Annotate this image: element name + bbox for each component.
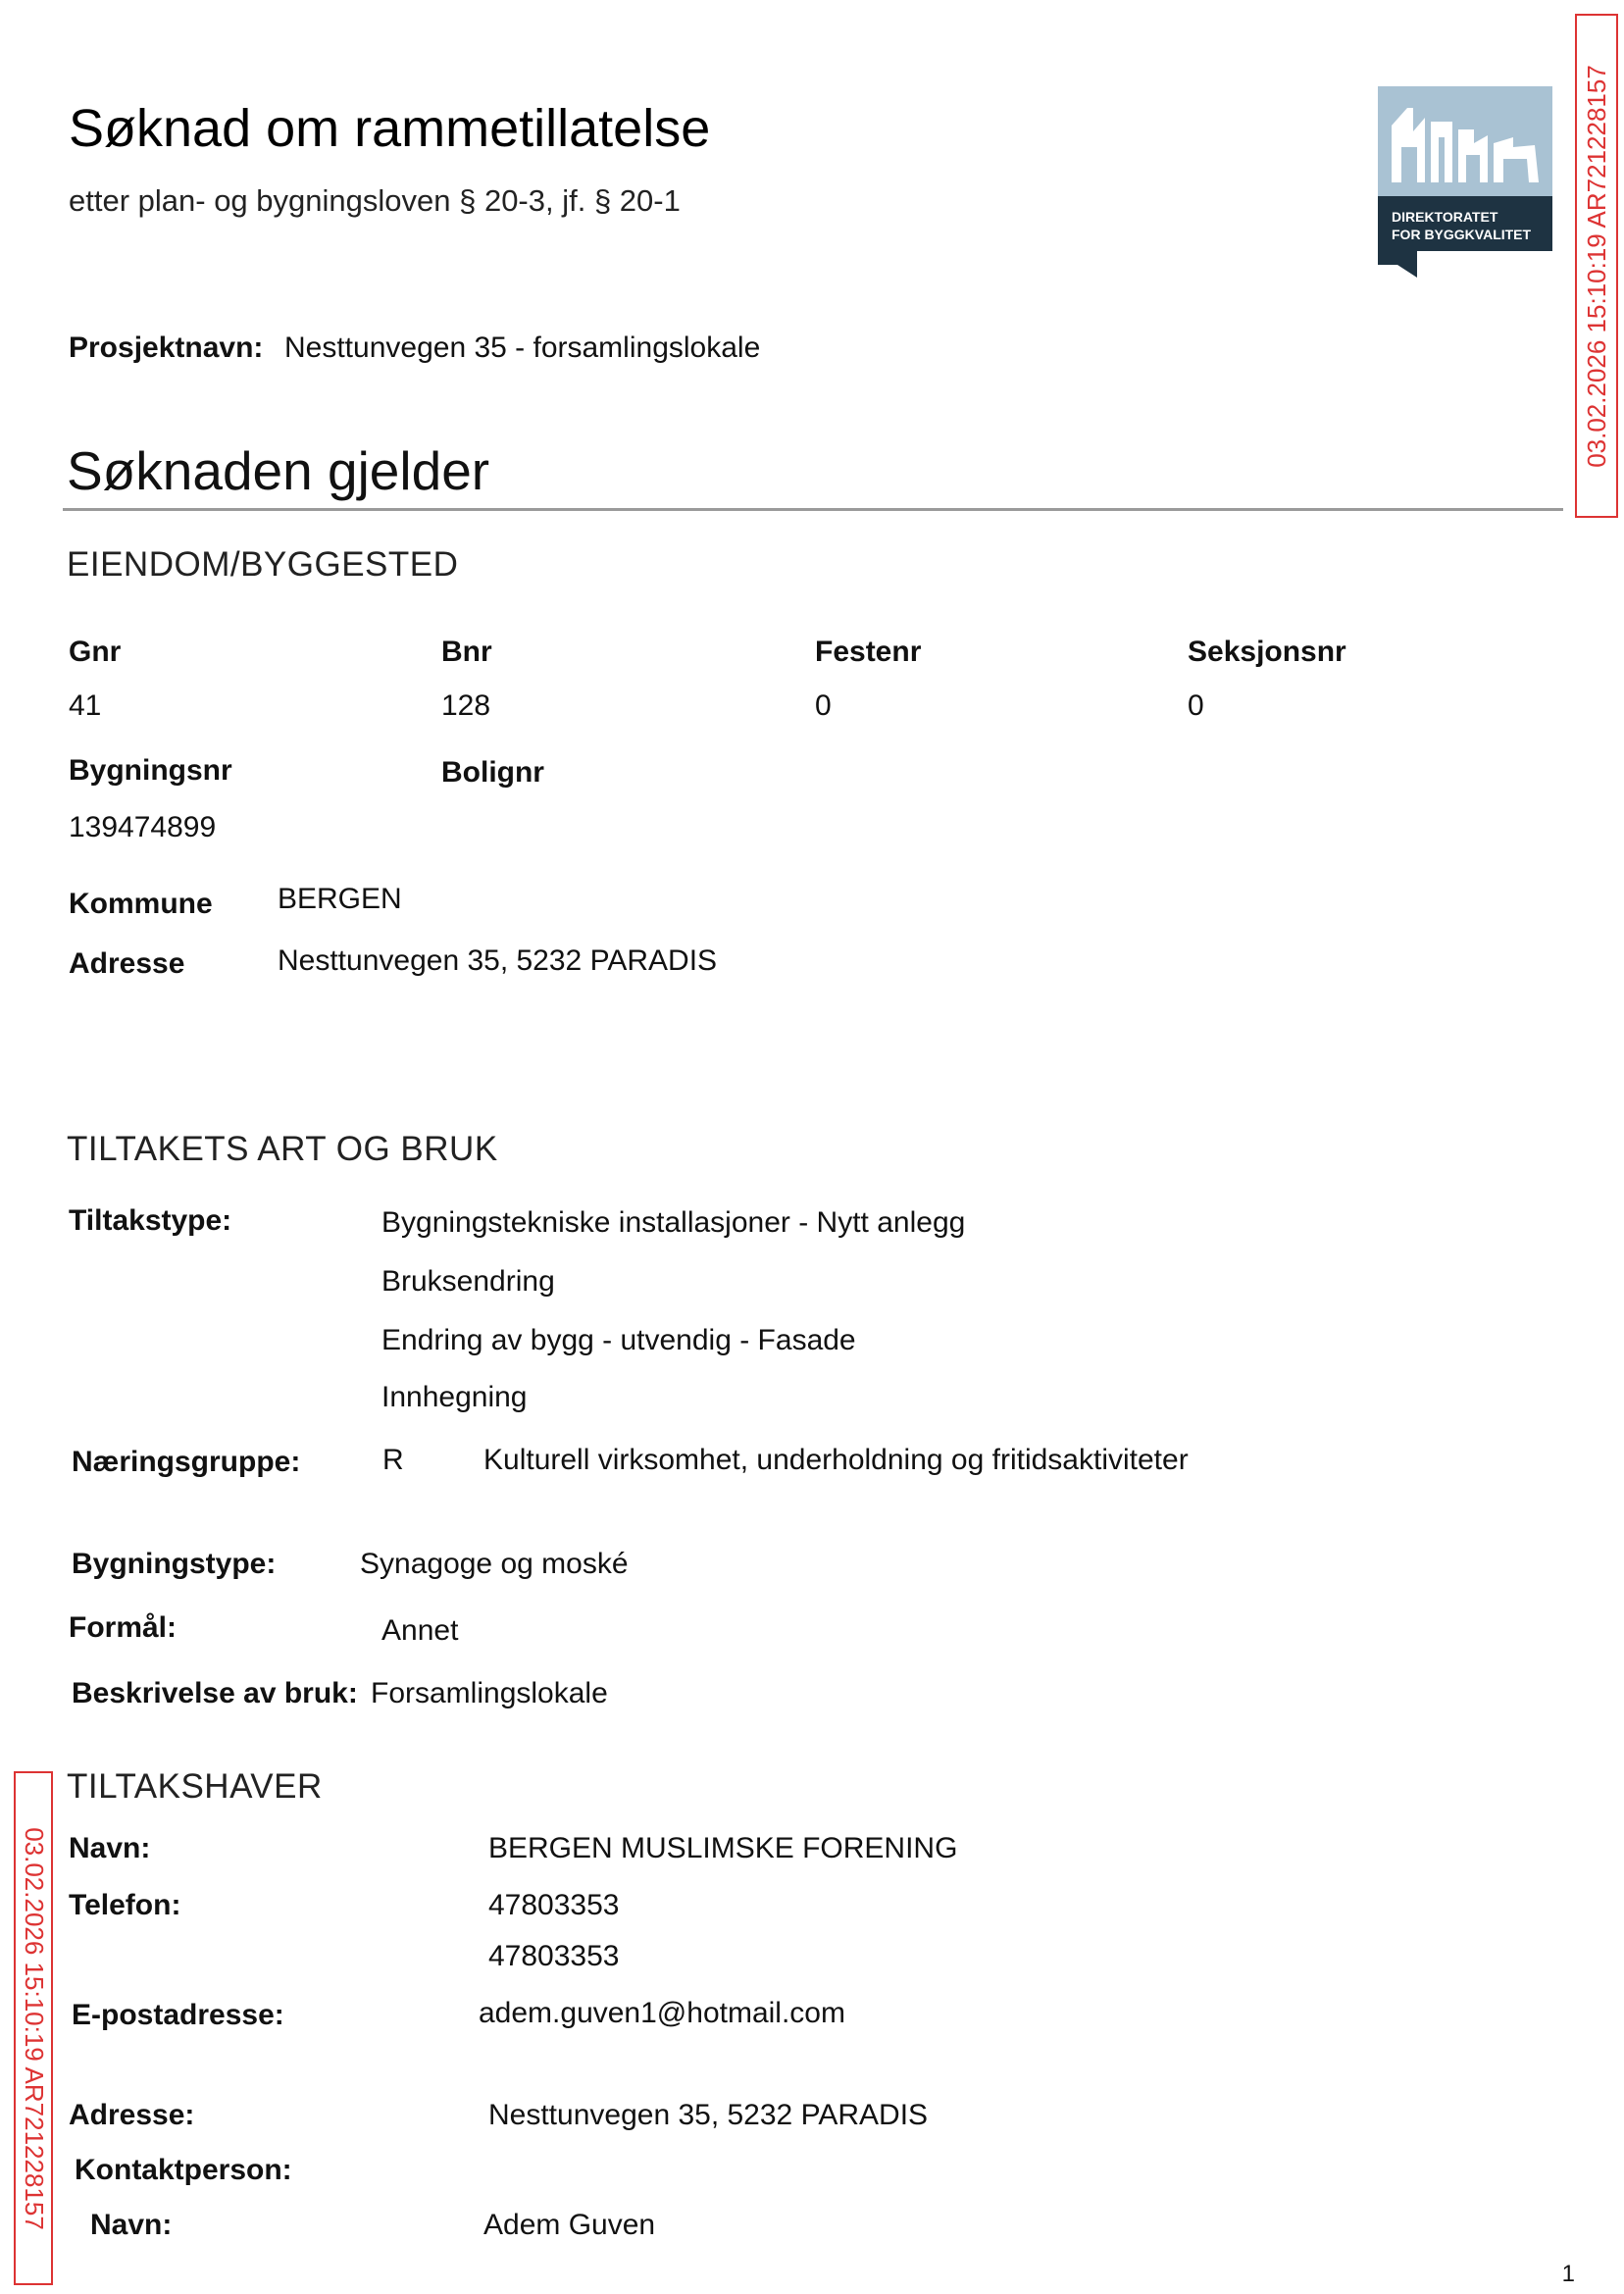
date-stamp-bottom-left: [14, 1771, 53, 2285]
date-stamp-text: 03.02.2026 15:10:19 AR721228157: [1581, 64, 1611, 468]
date-stamp-top-right: [1575, 14, 1618, 518]
naeringsgruppe-code: R: [382, 1444, 404, 1476]
dibk-logo: [1378, 86, 1552, 278]
beskrivelse-label: Beskrivelse av bruk:: [72, 1677, 358, 1709]
bnr-label: Bnr: [441, 636, 492, 668]
logo-text-line2: FOR BYGGKVALITET: [1392, 227, 1532, 242]
bygningsnr-value: 139474899: [69, 811, 217, 843]
bnr-value: 128: [441, 689, 491, 722]
owner-name-label: Navn:: [69, 1832, 151, 1864]
festenr-label: Festenr: [815, 636, 922, 668]
kommune-label: Kommune: [69, 888, 213, 920]
owner-phone-value: 47803353: [488, 1889, 620, 1921]
tiltakstype-label: Tiltakstype:: [69, 1204, 232, 1237]
owner-address-value: Nesttunvegen 35, 5232 PARADIS: [488, 2099, 929, 2131]
contact-person-label: Kontaktperson:: [75, 2154, 292, 2186]
bygningstype-label: Bygningstype:: [72, 1548, 277, 1580]
logo-text-line1: DIREKTORATET: [1392, 209, 1498, 225]
seksjonsnr-label: Seksjonsnr: [1188, 636, 1346, 668]
formal-value: Annet: [381, 1614, 459, 1647]
tiltakstype-item: Bygningstekniske installasjoner - Nytt anlegg: [381, 1206, 966, 1239]
adresse-value: Nesttunvegen 35, 5232 PARADIS: [278, 944, 718, 977]
document-subtitle: etter plan- og bygningsloven § 20-3, jf. § 20-1: [69, 183, 681, 218]
document-title: Søknad om rammetillatelse: [69, 99, 711, 158]
adresse-label: Adresse: [69, 947, 185, 980]
date-stamp-text: 03.02.2026 15:10:19 AR721228157: [19, 1826, 49, 2230]
bygningstype-value: Synagoge og moské: [360, 1548, 629, 1580]
naeringsgruppe-text: Kulturell virksomhet, underholdning og fritidsaktiviteter: [483, 1444, 1189, 1476]
owner-phone-label: Telefon:: [69, 1889, 181, 1921]
owner-address-label: Adresse:: [69, 2099, 195, 2131]
owner-email-label: E-postadresse:: [72, 1999, 284, 2031]
contact-name-value: Adem Guven: [483, 2209, 656, 2241]
application-heading: Søknaden gjelder: [67, 440, 490, 501]
contact-name-label: Navn:: [90, 2209, 173, 2241]
beskrivelse-value: Forsamlingslokale: [371, 1677, 608, 1709]
seksjonsnr-value: 0: [1188, 689, 1204, 722]
formal-label: Formål:: [69, 1611, 178, 1644]
gnr-value: 41: [69, 689, 102, 722]
bygningsnr-label: Bygningsnr: [69, 754, 232, 787]
property-section-heading: EIENDOM/BYGGESTED: [67, 545, 459, 584]
gnr-label: Gnr: [69, 636, 122, 668]
owner-section-heading: TILTAKSHAVER: [67, 1767, 323, 1806]
page-number: 1: [1561, 2261, 1575, 2287]
tiltakstype-item: Bruksendring: [381, 1265, 555, 1298]
naeringsgruppe-label: Næringsgruppe:: [72, 1446, 301, 1478]
heading-divider: [63, 508, 1563, 511]
tiltakstype-item: Endring av bygg - utvendig - Fasade: [381, 1324, 856, 1356]
measure-section-heading: TILTAKETS ART OG BRUK: [67, 1130, 498, 1168]
project-name-label: Prosjektnavn:: [69, 331, 264, 364]
owner-email-value: adem.guven1@hotmail.com: [479, 1997, 845, 2029]
project-name-value: Nesttunvegen 35 - forsamlingslokale: [284, 331, 761, 364]
tiltakstype-item: Innhegning: [381, 1381, 528, 1413]
kommune-value: BERGEN: [278, 883, 402, 915]
festenr-value: 0: [815, 689, 832, 722]
owner-phone-value-2: 47803353: [488, 1940, 620, 1972]
bolignr-label: Bolignr: [441, 756, 544, 789]
owner-name-value: BERGEN MUSLIMSKE FORENING: [488, 1832, 958, 1864]
